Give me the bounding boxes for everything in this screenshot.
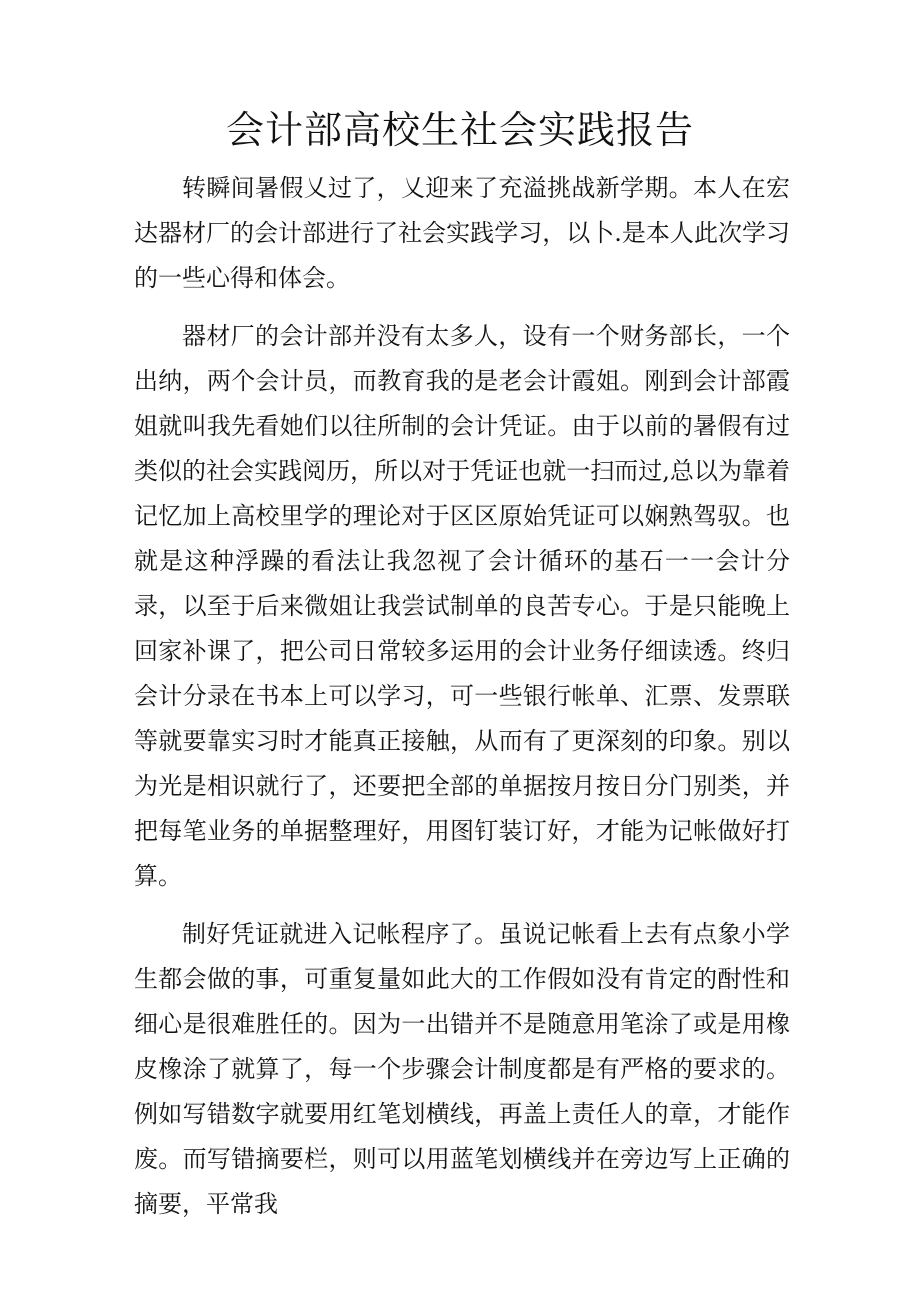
paragraph-3: 制好凭证就进入记帐程序了。虽说记帐看上去有点象小学生都会做的事，可重复量如此大的工作假如没有肯定的酎性和细心是很难胜任的。因为一出错并不是随意用笔涂了或是用橡皮橡涂了就算了，每一个步骤会计制度都是有严格的要求的。例如写错数字就要用红笔划横线，再盖上责任人的章，才能作废。而写错摘要栏，则可以用蓝笔划横线并在旁边写上正确的摘要，平常我	[134, 920, 790, 1218]
paragraph-2: 器材厂的会计部并没有太多人，设有一个财务部长，一个出纳，两个会计员，而教育我的是老会计霞姐。刚到会计部霞姐就叫我先看她们以往所制的会计凭证。由于以前的暑假有过类似的社会实践阅历，所以对于凭证也就一扫而过,总以为靠着记忆加上高校里学的理论对于区区原始凭证可以娴熟驾驭。也就是这种浮躁的看法让我忽视了会计循环的基石一一会计分录，以至于后来微姐让我尝试制单的良苦专心。于是只能晚上回家补课了，把公司日常较多运用的会计业务仔细读透。终归会计分录在书本上可以学习，可一些银行帐单、汇票、发票联等就要靠实习时才能真正接触，从而有了更深刻的印象。别以为光是相识就行了，还要把全部的单据按月按日分门别类，并把每笔业务的单据整理好，用图钉装订好，才能为记帐做好打算。	[134, 322, 790, 890]
document-body	[134, 166, 790, 1240]
paragraph-1: 转瞬间暑假乂过了，乂迎来了充溢挑战新学期。本人在宏达器材厂的会计部进行了社会实践学习，以卜.是本人此次学习的一些心得和体会。	[134, 174, 790, 292]
document-title: 会计部高校生社会实践报告	[225, 108, 694, 152]
